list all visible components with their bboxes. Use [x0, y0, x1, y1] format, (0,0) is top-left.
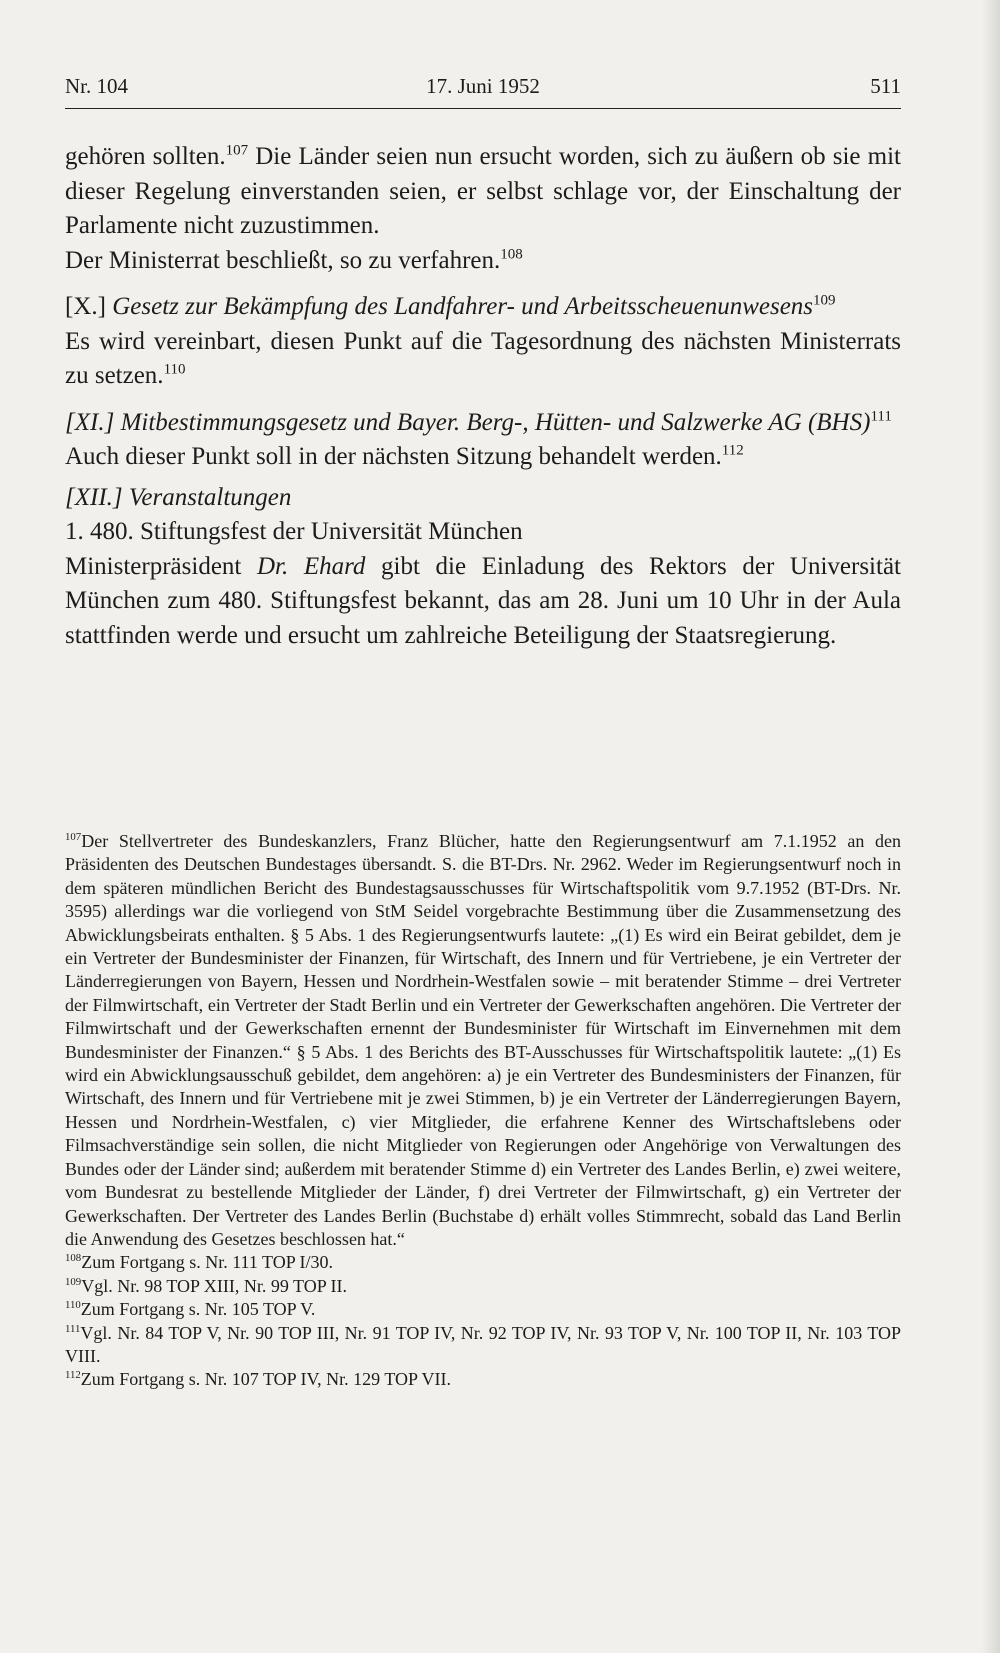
main-text — [65, 140, 901, 653]
section-x-heading: [X.] Gesetz zur Bekämpfung des Landfahrer- und Arbeitsscheuenunwesens$^{109}$ — [65, 292, 836, 320]
header-date: 17. Juni 1952 — [426, 74, 540, 98]
scan-edge-shadow — [982, 0, 1000, 1653]
section-xii-heading: [XII.] Veranstaltungen — [65, 483, 292, 511]
footnote-ref-108: 108 — [500, 246, 523, 263]
footnote-ref-107: 107 — [225, 142, 249, 159]
section-x-title: Gesetz zur Bekämpfung des Landfahrer- und Arbeitsscheuenunwesens — [112, 293, 814, 320]
footnote-107: $^{107}$Der Stellvertreter des Bundeskanzlers, Franz Blücher, hatte den Regierungsentwurf am 7.1.1952 an den Präsidenten des Deutschen Bundestages übersandt. S. die BT-Drs. Nr. 2962. Weder im Regierungsentwurf noch in dem späteren mündlichen Bericht des Bundestagsausschusses für Wirtschaftspolitik vom 9.7.1952 (BT-Drs. Nr. 3595) allerdings war die vorliegend von StM Seidel vorgebrachte Bestimmung über die Zusammensetzung des Abwicklungsbeirats enthalten. § 5 Abs. 1 des Regierungsentwurfs lautete: „(1) Es wird ein Beirat gebildet, dem je ein Vertreter der Bundesminister der Finanzen, für Wirtschaft, des Innern und für Vertriebene, je ein Vertreter der Länderregierungen von Bayern, Hessen und Nordrhein-Westfalen sowie – mit beratender Stimme – drei Vertreter der Filmwirtschaft, ein Vertreter der Stadt Berlin und ein Vertreter der Gewerkschaften angehören. Die Vertreter der Filmwirtschaft und der Gewerkschaften ernennt der Bundesminister für Wirtschaft im Einvernehmen mit dem Bundesminister der Finanzen.“ § 5 Abs. 1 des Berichts des BT-Ausschusses für Wirtschaftspolitik lautete: „(1) Es wird ein Abwicklungsausschuß gebildet, dem angehören: a) je ein Vertreter des Bundesministers der Finanzen, für Wirtschaft, des Innern und für Vertriebene mit je zwei Stimmen, b) je ein Vertreter der Länderregierungen Bayern, Hessen und Nordrhein-Westfalen, c) vier Mitglieder, die erfahrene Kenner des Wirtschaftslebens oder Filmsachverständige sein sollen, die nicht Mitglieder von Regierungen oder Angehörige von Verwaltungen des Bundes oder der Länder sind; außerdem mit beratender Stimme d) ein Vertreter des Landes Berlin, e) zwei weitere, vom Bundesrat zu bestellende Mitglieder der Länder, f) drei Vertreter der Filmwirtschaft, g) ein Vertreter der Gewerkschaften. Der Vertreter des Landes Berlin (Buchstabe d) erhält volles Stimmrecht, sobald das Land Berlin die Anwendung des Gesetzes beschlossen hat.“ — [65, 831, 901, 1249]
paragraph-1: gehören sollten.$^{107}$ Die Länder seien nun ersucht worden, sich zu äußern ob sie mit dieser Regelung einverstanden seien, er selbst schlage vor, der Einschaltung der Parlamente nicht zuzustimmen. — [65, 142, 901, 239]
footnote-111: $^{111}$Vgl. Nr. 84 TOP V, Nr. 90 TOP III, Nr. 91 TOP IV, Nr. 92 TOP IV, Nr. 93 TOP V, Nr. 100 TOP II, Nr. 103 TOP VIII. — [65, 1322, 901, 1366]
section-xii-title: Veranstaltungen — [128, 483, 292, 511]
footnote-ref-112: 112 — [721, 442, 744, 459]
item-1-heading: 1. 480. Stiftungsfest der Universität München — [65, 518, 523, 545]
footnote-112: $^{112}$Zum Fortgang s. Nr. 107 TOP IV, Nr. 129 TOP VII. — [65, 1369, 452, 1390]
footnote-108: $^{108}$Zum Fortgang s. Nr. 111 TOP I/30. — [65, 1252, 334, 1273]
document-number: Nr. 104 — [65, 74, 128, 98]
page-header — [65, 74, 901, 104]
footnote-109: $^{109}$Vgl. Nr. 98 TOP XIII, Nr. 99 TOP II. — [65, 1275, 348, 1296]
header-rule — [65, 108, 901, 109]
paragraph-2: Der Ministerrat beschließt, so zu verfahren.$^{108}$ — [65, 246, 523, 274]
item-1-text: Ministerpräsident Dr. Ehard gibt die Einladung des Rektors der Universität München zum 480. Stiftungsfest bekannt, das am 28. Juni um 10 Uhr in der Aula stattfinden werde und ersucht um zahlreiche Beteiligung der Staatsregierung. — [65, 552, 901, 649]
footnote-ref-111: 111 — [870, 408, 892, 425]
section-xi-text: Auch dieser Punkt soll in der nächsten Sitzung behandelt werden.$^{112}$ — [65, 442, 744, 470]
section-xi-title: Mitbestimmungsgesetz und Bayer. Berg-, Hütten- und Salzwerke AG (BHS) — [120, 408, 871, 436]
footnote-ref-110: 110 — [163, 361, 186, 378]
section-x-text: Es wird vereinbart, diesen Punkt auf die Tagesordnung des nächsten Ministerrats zu setzen.$^{110}$ — [65, 327, 901, 389]
person-name: Dr. Ehard — [256, 552, 366, 580]
footnote-ref-109: 109 — [813, 292, 836, 309]
section-xi-heading: [XI.] Mitbestimmungsgesetz und Bayer. Berg-, Hütten- und Salzwerke AG (BHS)$^{111}$ — [65, 408, 892, 436]
footnote-110: $^{110}$Zum Fortgang s. Nr. 105 TOP V. — [65, 1299, 316, 1320]
page-number: 511 — [870, 74, 901, 98]
footnotes — [65, 830, 901, 1392]
